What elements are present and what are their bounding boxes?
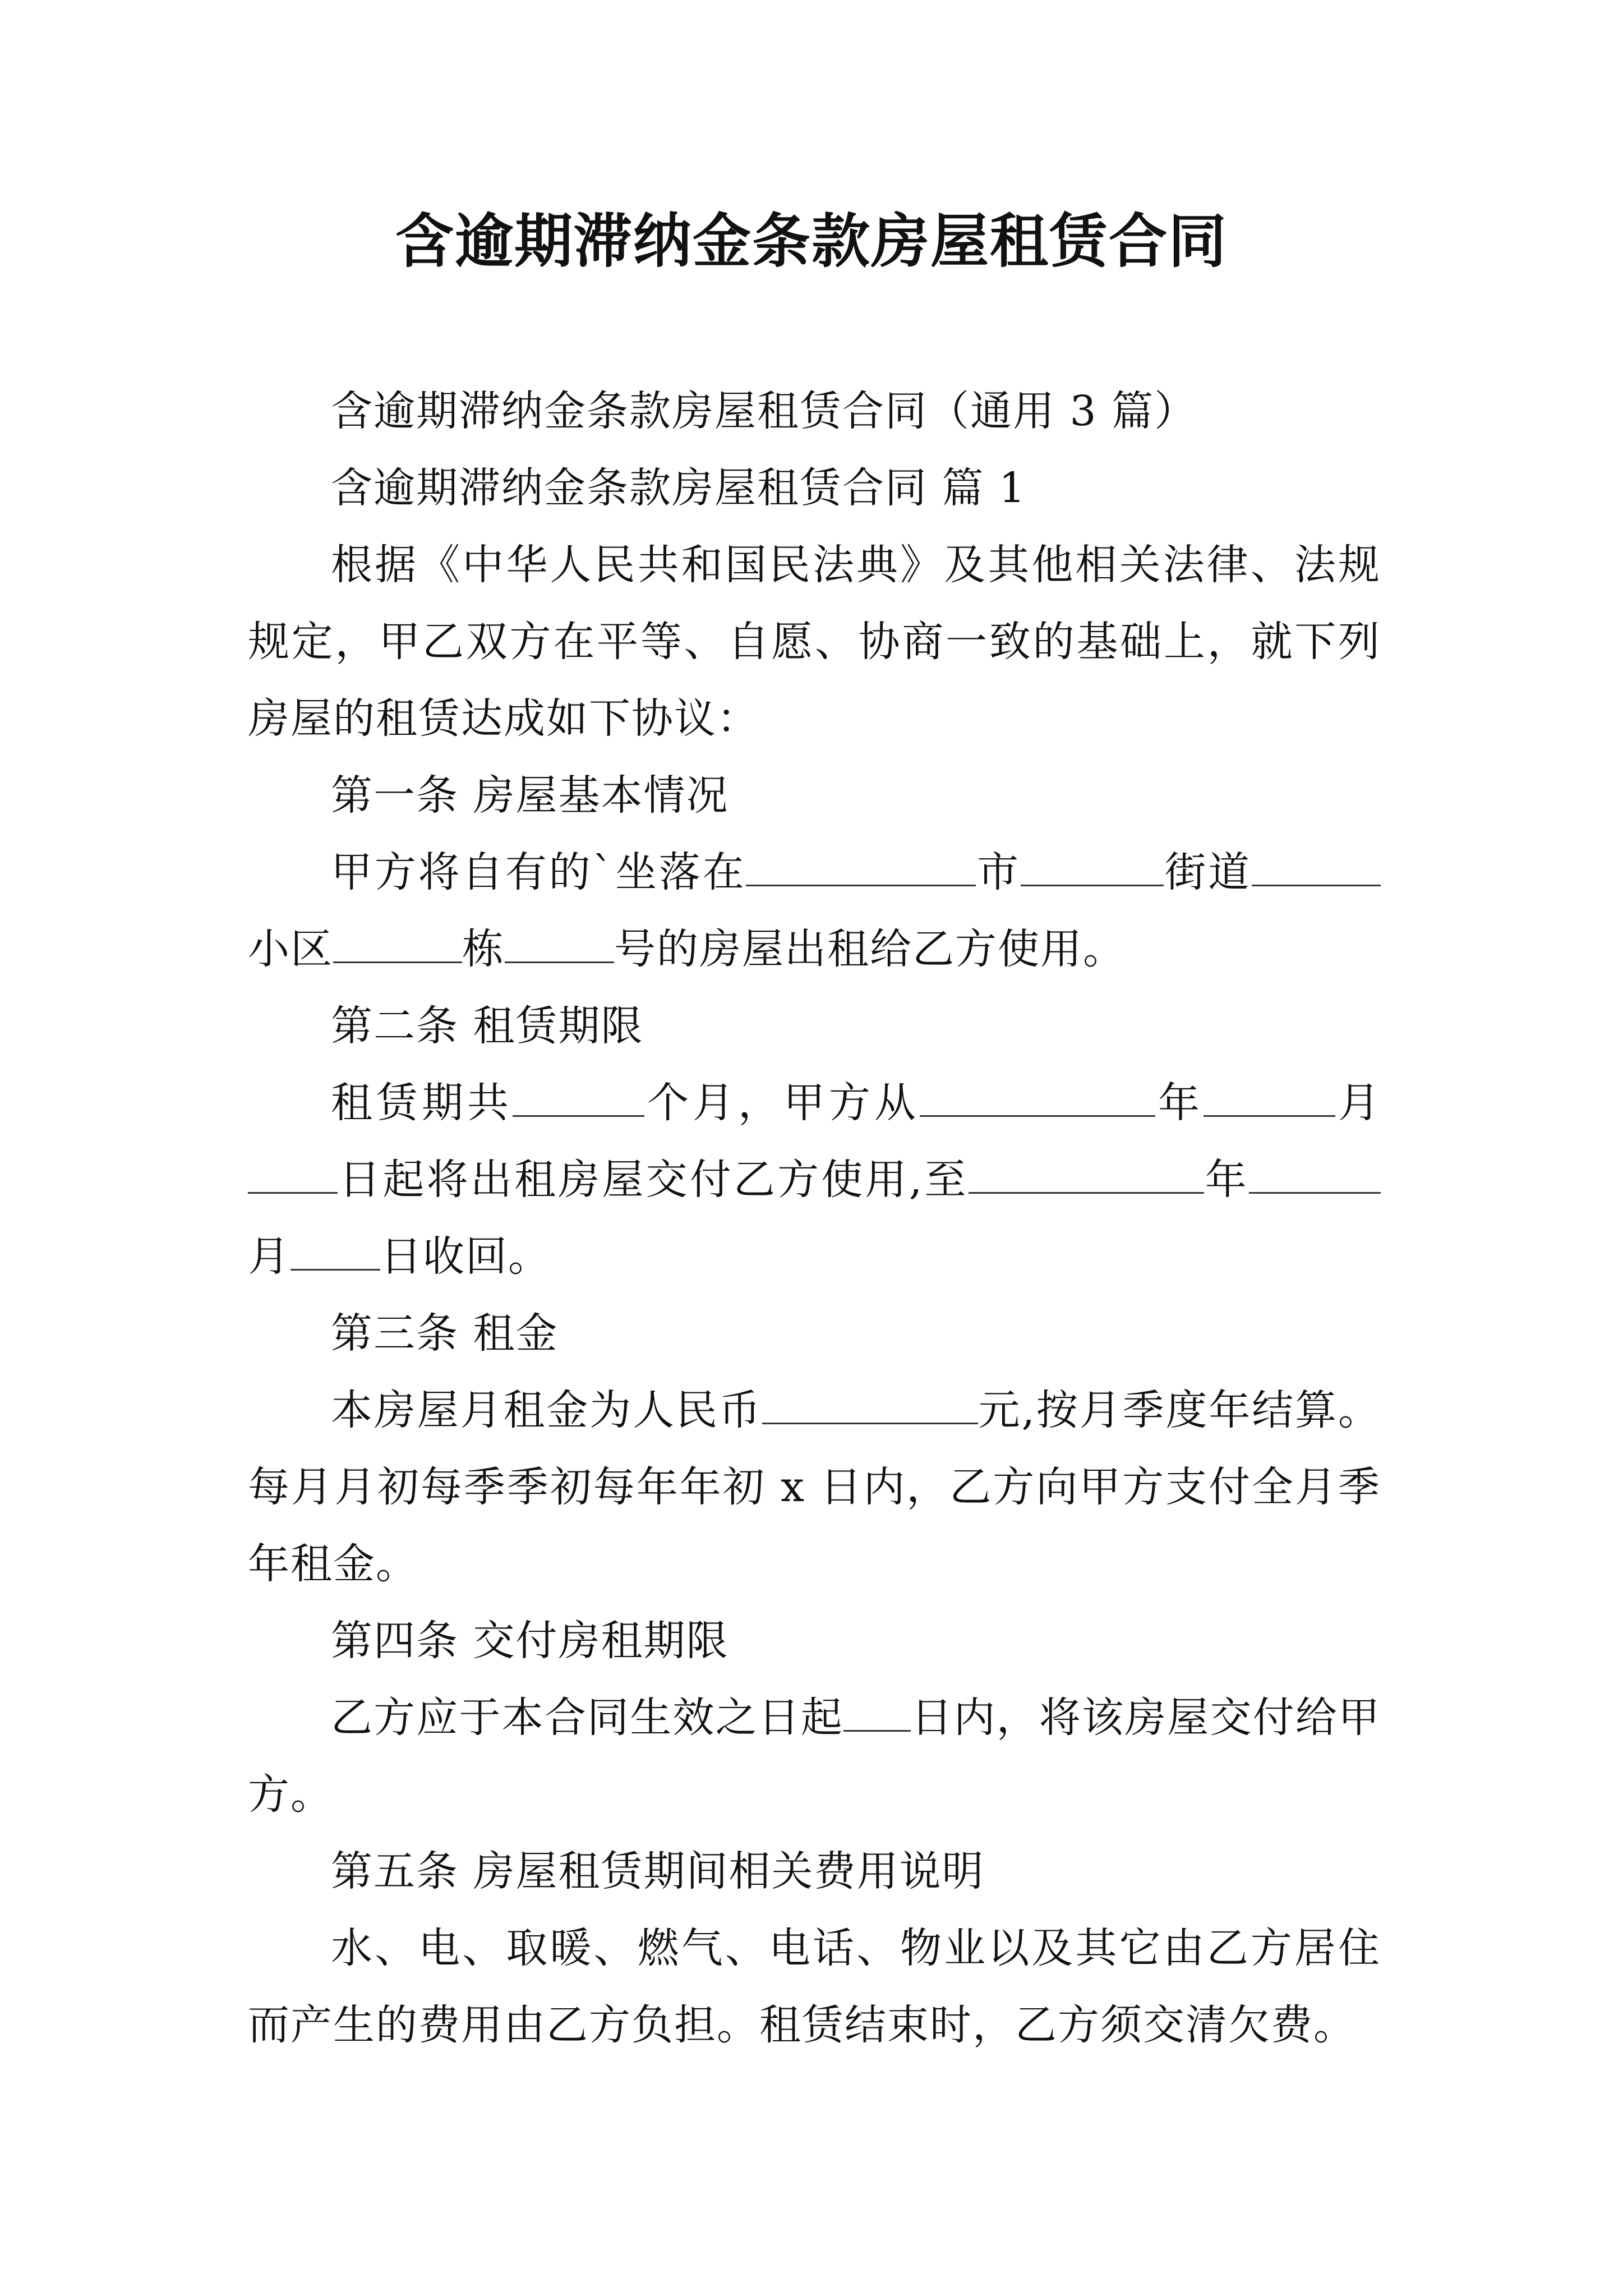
blank-end-month xyxy=(1249,1158,1381,1194)
blank-street xyxy=(1021,851,1164,886)
article2-heading: 第二条 租赁期限 xyxy=(331,1002,644,1050)
article2-text-2: 个月，甲方从 xyxy=(644,1079,920,1127)
article1-text-3: 街道 xyxy=(1163,848,1252,896)
article2-text-3: 年 xyxy=(1155,1079,1204,1127)
blank-end-year xyxy=(969,1158,1204,1194)
blank-building xyxy=(333,928,462,963)
article1-heading: 第一条 房屋基本情况 xyxy=(331,771,729,820)
article2-text-6: 年 xyxy=(1204,1156,1249,1204)
article5-paragraph: 水、电、取暖、燃气、电话、物业以及其它由乙方居住而产生的费用由乙方负担。租赁结束时，乙方须交清欠费。 xyxy=(248,1924,1381,2049)
article3-paragraph xyxy=(248,1372,1381,1603)
document-title: 含逾期滞纳金条款房屋租赁合同 xyxy=(395,206,1228,275)
blank-start-month xyxy=(1204,1082,1335,1117)
blank-rent-amount xyxy=(762,1389,978,1424)
blank-end-day xyxy=(291,1235,380,1271)
article4-text-1: 乙方应于本合同生效之日起 xyxy=(331,1694,844,1742)
article4-text-2: 日内，将该房屋交付给甲方。 xyxy=(248,1694,1381,1819)
blank-start-year xyxy=(920,1082,1155,1117)
article5-heading: 第五条 房屋租赁期间相关费用说明 xyxy=(331,1847,985,1895)
blank-start-day xyxy=(248,1158,338,1194)
article4-paragraph xyxy=(248,1680,1381,1833)
section-heading: 含逾期滞纳金条款房屋租赁合同 篇 1 xyxy=(331,464,1027,512)
article1-text-2: 市 xyxy=(976,848,1021,896)
article2-text-1: 租赁期共 xyxy=(331,1079,513,1127)
document-body xyxy=(248,373,1381,2064)
blank-days xyxy=(843,1696,911,1732)
article3-heading: 第三条 租金 xyxy=(331,1309,559,1358)
blank-community xyxy=(1252,851,1381,886)
intro-paragraph: 根据《中华人民共和国民法典》及其他相关法律、法规规定，甲乙双方在平等、自愿、协商一致的基础上，就下列房屋的租赁达成如下协议： xyxy=(248,541,1381,743)
article2-text-8: 日收回。 xyxy=(380,1232,551,1281)
blank-city xyxy=(746,851,976,886)
article1-text-4: 小区 xyxy=(248,925,333,973)
document-subtitle: 含逾期滞纳金条款房屋租赁合同（通用 3 篇） xyxy=(331,387,1197,435)
article2-text-7: 月 xyxy=(248,1232,291,1281)
blank-number xyxy=(505,928,614,963)
blank-months xyxy=(513,1082,644,1117)
article4-heading: 第四条 交付房租期限 xyxy=(331,1617,729,1665)
article2-paragraph xyxy=(248,1065,1381,1295)
article1-text-6: 号的房屋出租给乙方使用。 xyxy=(614,925,1126,973)
article1-paragraph xyxy=(248,834,1381,988)
article2-text-4: 月 xyxy=(1335,1079,1381,1127)
article2-text-5: 日起将出租房屋交付乙方使用,至 xyxy=(338,1156,969,1204)
article3-text-1: 本房屋月租金为人民币 xyxy=(331,1386,762,1434)
article3-text-2: 元,按月季度年结算。每月月初每季季初每年年初 x 日内，乙方向甲方支付全月季年租金。 xyxy=(248,1386,1381,1588)
article1-text-5: 栋 xyxy=(462,925,505,973)
article1-text-1: 甲方将自有的`坐落在 xyxy=(331,848,746,896)
